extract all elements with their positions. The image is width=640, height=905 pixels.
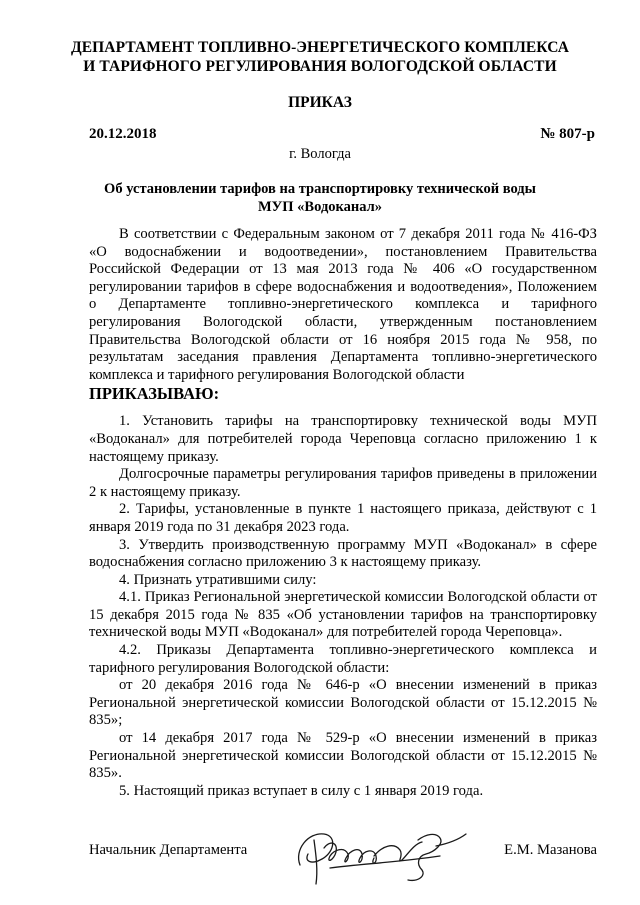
- item-paragraph: от 20 декабря 2016 года № 646-р «О внесении изменений в приказ Региональной энергетической комиссии Вологодской области от 15.12.2015 № 835»;: [89, 677, 597, 729]
- subject-line-1: Об установлении тарифов на транспортировку технической воды: [104, 181, 536, 197]
- order-word: ПРИКАЗЫВАЮ:: [89, 384, 220, 404]
- item-paragraph: от 14 декабря 2017 года № 529-р «О внесении изменений в приказ Региональной энергетической комиссии Вологодской области от 15.12.2015 № 835».: [89, 730, 597, 782]
- item-paragraph: 2. Тарифы, установленные в пункте 1 настоящего приказа, действуют с 1 января 2019 года по 31 декабря 2023 года.: [89, 501, 597, 535]
- handwritten-signature: [290, 820, 470, 890]
- document-body: [89, 226, 597, 800]
- document-number: № 807-р: [540, 126, 595, 142]
- document-type: ПРИКАЗ: [288, 94, 352, 111]
- document-city: г. Вологда: [289, 146, 351, 162]
- signatory-name: Е.М. Мазанова: [504, 842, 597, 858]
- item-paragraph: 5. Настоящий приказ вступает в силу с 1 января 2019 года.: [119, 782, 484, 799]
- item-paragraph: 3. Утвердить производственную программу МУП «Водоканал» в сфере водоснабжения согласно приложению 3 к настоящему приказу.: [89, 536, 597, 571]
- department-line-1: ДЕПАРТАМЕНТ ТОПЛИВНО-ЭНЕРГЕТИЧЕСКОГО КОМПЛЕКСА: [70, 39, 570, 56]
- document-date: 20.12.2018: [89, 126, 157, 142]
- department-header: [60, 38, 580, 76]
- document-subject: [90, 180, 550, 216]
- item-paragraph: Долгосрочные параметры регулирования тарифов приведены в приложении 2 к настоящему приказу.: [89, 466, 597, 500]
- subject-line-2: МУП «Водоканал»: [257, 199, 383, 215]
- item-paragraph: 4. Признать утратившими силу:: [119, 571, 317, 588]
- signatory-role: Начальник Департамента: [89, 842, 248, 858]
- item-paragraph: 1. Установить тарифы на транспортировку технической воды МУП «Водоканал» для потребителей города Череповца согласно приложению 1 к настоящему приказу.: [89, 413, 597, 465]
- item-paragraph: 4.1. Приказ Региональной энергетической комиссии Вологодской области от 15 декабря 2015 года № 835 «Об установлении тарифов на транспортировку технической воды МУП «Водоканал» для потребителей города Череповца».: [89, 589, 597, 641]
- department-line-2: И ТАРИФНОГО РЕГУЛИРОВАНИЯ ВОЛОГОДСКОЙ ОБЛАСТИ: [83, 58, 557, 75]
- item-paragraph: 4.2. Приказы Департамента топливно-энергетического комплекса и тарифного регулирования Вологодской области:: [89, 642, 597, 676]
- preamble-paragraph: В соответствии с Федеральным законом от 7 декабря 2011 года № 416-ФЗ «О водоснабжении и водоотведении», постановлением Правительства Российской Федерации от 13 мая 2013 года № 406 «О государственном регулировании тарифов в сфере водоснабжения и водоотведения», Положением о Департаменте топливно-энергетического комплекса и тарифного регулирования Вологодской области, утвержденным постановлением Правительства Вологодской области от 16 ноября 2015 года № 958, по результатам заседания правления Департамента топливно-энергетического комплекса и тарифного регулирования Вологодской области: [89, 226, 597, 383]
